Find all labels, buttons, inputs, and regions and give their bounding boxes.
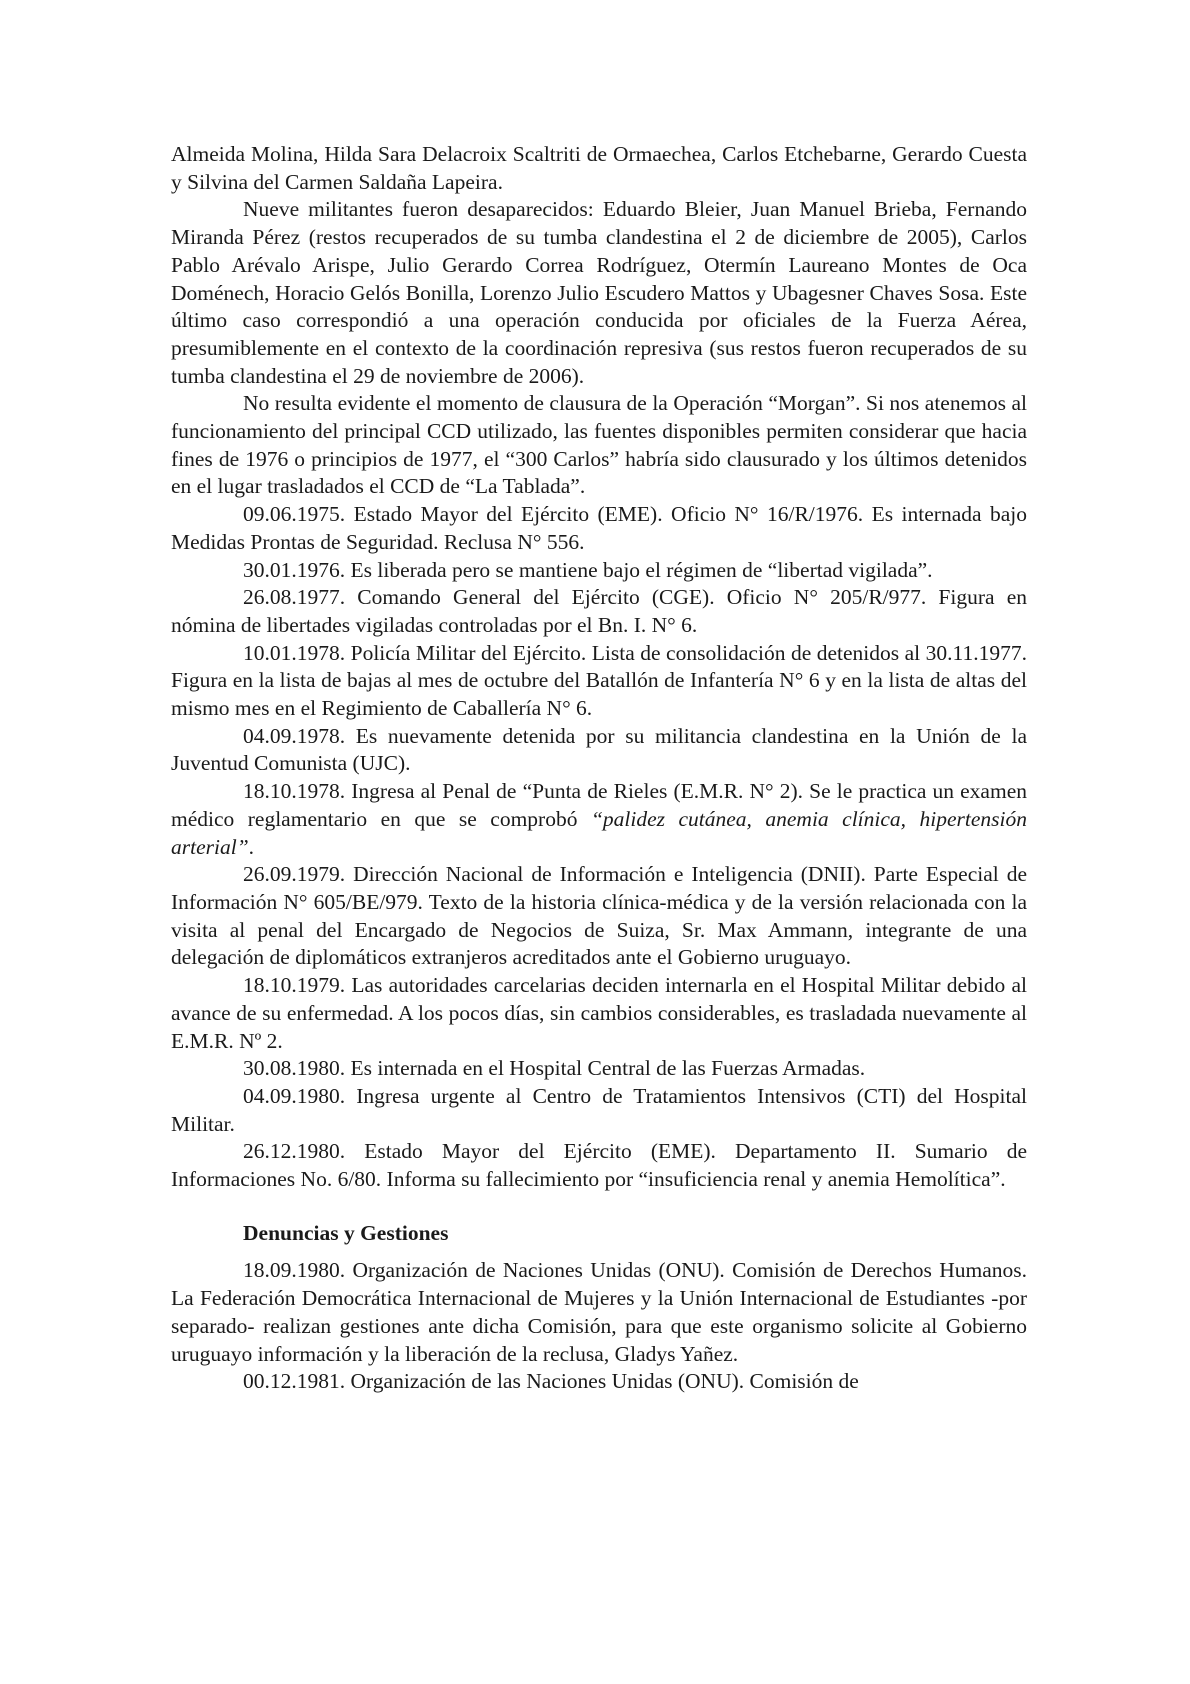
paragraph-entry-1978-01-10: 10.01.1978. Policía Militar del Ejército. Lista de consolidación de detenidos al 30.11.1977. Figura en la lista de bajas al mes de octubre del Batallón de Infantería N° 6 y en la lista de altas del mismo mes en el Regimiento de Caballería N° 6. [171,640,1027,721]
document-body [171,141,1027,1396]
paragraph-clausura: No resulta evidente el momento de clausura de la Operación “Morgan”. Si nos atenemos al funcionamiento del principal CCD utilizado, las fuentes disponibles permiten considerar que hacia fines de 1976 o principios de 1977, el “300 Carlos” habría sido clausurado y los últimos detenidos en el lugar trasladados el CCD de “La Tablada”. [171,391,1027,499]
paragraph-entry-1975-06-09: 09.06.1975. Estado Mayor del Ejército (EME). Oficio N° 16/R/1976. Es internada bajo Medidas Prontas de Seguridad. Reclusa N° 556. [171,502,1027,554]
paragraph-entry-1978-09-04: 04.09.1978. Es nuevamente detenida por su militancia clandestina en la Unión de la Juventud Comunista (UJC). [171,723,1027,776]
paragraphs-after-penal [171,861,1027,1193]
paragraph-entry-1979-10-18: 18.10.1979. Las autoridades carcelarias deciden internarla en el Hospital Militar debido al avance de su enfermedad. A los pocos días, sin cambios considerables, es trasladada nuevamente al E.M.R. Nº 2. [171,973,1027,1053]
paragraph-entry-1980-12-26: 26.12.1980. Estado Mayor del Ejército (EME). Departamento II. Sumario de Informaciones No. 6/80. Informa su fallecimiento por “insuficiencia renal y anemia Hemolítica”. [171,1139,1027,1192]
paragraph-entry-1980-09-18: 18.09.1980. Organización de Naciones Unidas (ONU). Comisión de Derechos Humanos. La Federación Democrática Internacional de Mujeres y la Unión Internacional de Estudiantes -por separado- realizan gestiones ante dicha Comisión, para que este organismo solicite al Gobierno uruguayo información y la liberación de la reclusa, Gladys Yañez. [171,1258,1027,1366]
section-heading-denuncias: Denuncias y Gestiones [243,1220,449,1245]
paragraph-entry-1976-01-30: 30.01.1976. Es liberada pero se mantiene bajo el régimen de “libertad vigilada”. [243,557,933,582]
paragraph-entry-1980-09-04: 04.09.1980. Ingresa urgente al Centro de Tratamientos Intensivos (CTI) del Hospital Militar. [171,1083,1027,1136]
penal-paragraph-medical-quote: “palidez cutánea, anemia clínica, hipertensión arterial” [171,806,1027,859]
penal-paragraph-tail: . [248,834,255,859]
paragraphs-before-heading [171,141,1027,778]
paragraph-desaparecidos: Nueve militantes fueron desaparecidos: Eduardo Bleier, Juan Manuel Brieba, Fernando Miranda Pérez (restos recuperados de su tumba clandestina el 2 de diciembre de 2005), Carlos Pablo Arévalo Arispe, Julio Gerardo Correa Rodríguez, Otermín Laureano Montes de Oca Doménech, Horacio Gelós Bonilla, Lorenzo Julio Escudero Mattos y Ubagesner Chaves Sosa. Este último caso correspondió a una operación conducida por oficiales de la Fuerza Aérea, presumiblemente en el contexto de la coordinación represiva (sus restos fueron recuperados de su tumba clandestina el 29 de noviembre de 2006). [171,197,1027,388]
penal-paragraph-lead: 18.10.1978. Ingresa al Penal de “Punta de Rieles (E.M.R. N° 2). Se le practica un examen médico reglamentario en que se comprobó [171,779,1027,831]
paragraph-entry-1977-08-26: 26.08.1977. Comando General del Ejército (CGE). Oficio N° 205/R/977. Figura en nómina de libertades vigiladas controladas por el Bn. I. N° 6. [171,585,1027,637]
paragraph-entry-1978-10-18 [171,778,1027,861]
paragraph-continuation: Almeida Molina, Hilda Sara Delacroix Scaltriti de Ormaechea, Carlos Etchebarne, Gerardo Cuesta y Silvina del Carmen Saldaña Lapeira. [171,142,1027,194]
paragraph-entry-1980-08-30: 30.08.1980. Es internada en el Hospital Central de las Fuerzas Armadas. [243,1056,866,1081]
paragraphs-after-heading [171,1257,1027,1396]
paragraph-entry-1981-12-00: 00.12.1981. Organización de las Naciones Unidas (ONU). Comisión de [243,1369,859,1394]
paragraph-entry-1979-09-26: 26.09.1979. Dirección Nacional de Información e Inteligencia (DNII). Parte Especial de Información N° 605/BE/979. Texto de la historia clínica-médica y de la versión relacionada con la visita al penal del Encargado de Negocios de Suiza, Sr. Max Ammann, integrante de una delegación de diplomáticos extranjeros acreditados ante el Gobierno uruguayo. [171,862,1027,970]
